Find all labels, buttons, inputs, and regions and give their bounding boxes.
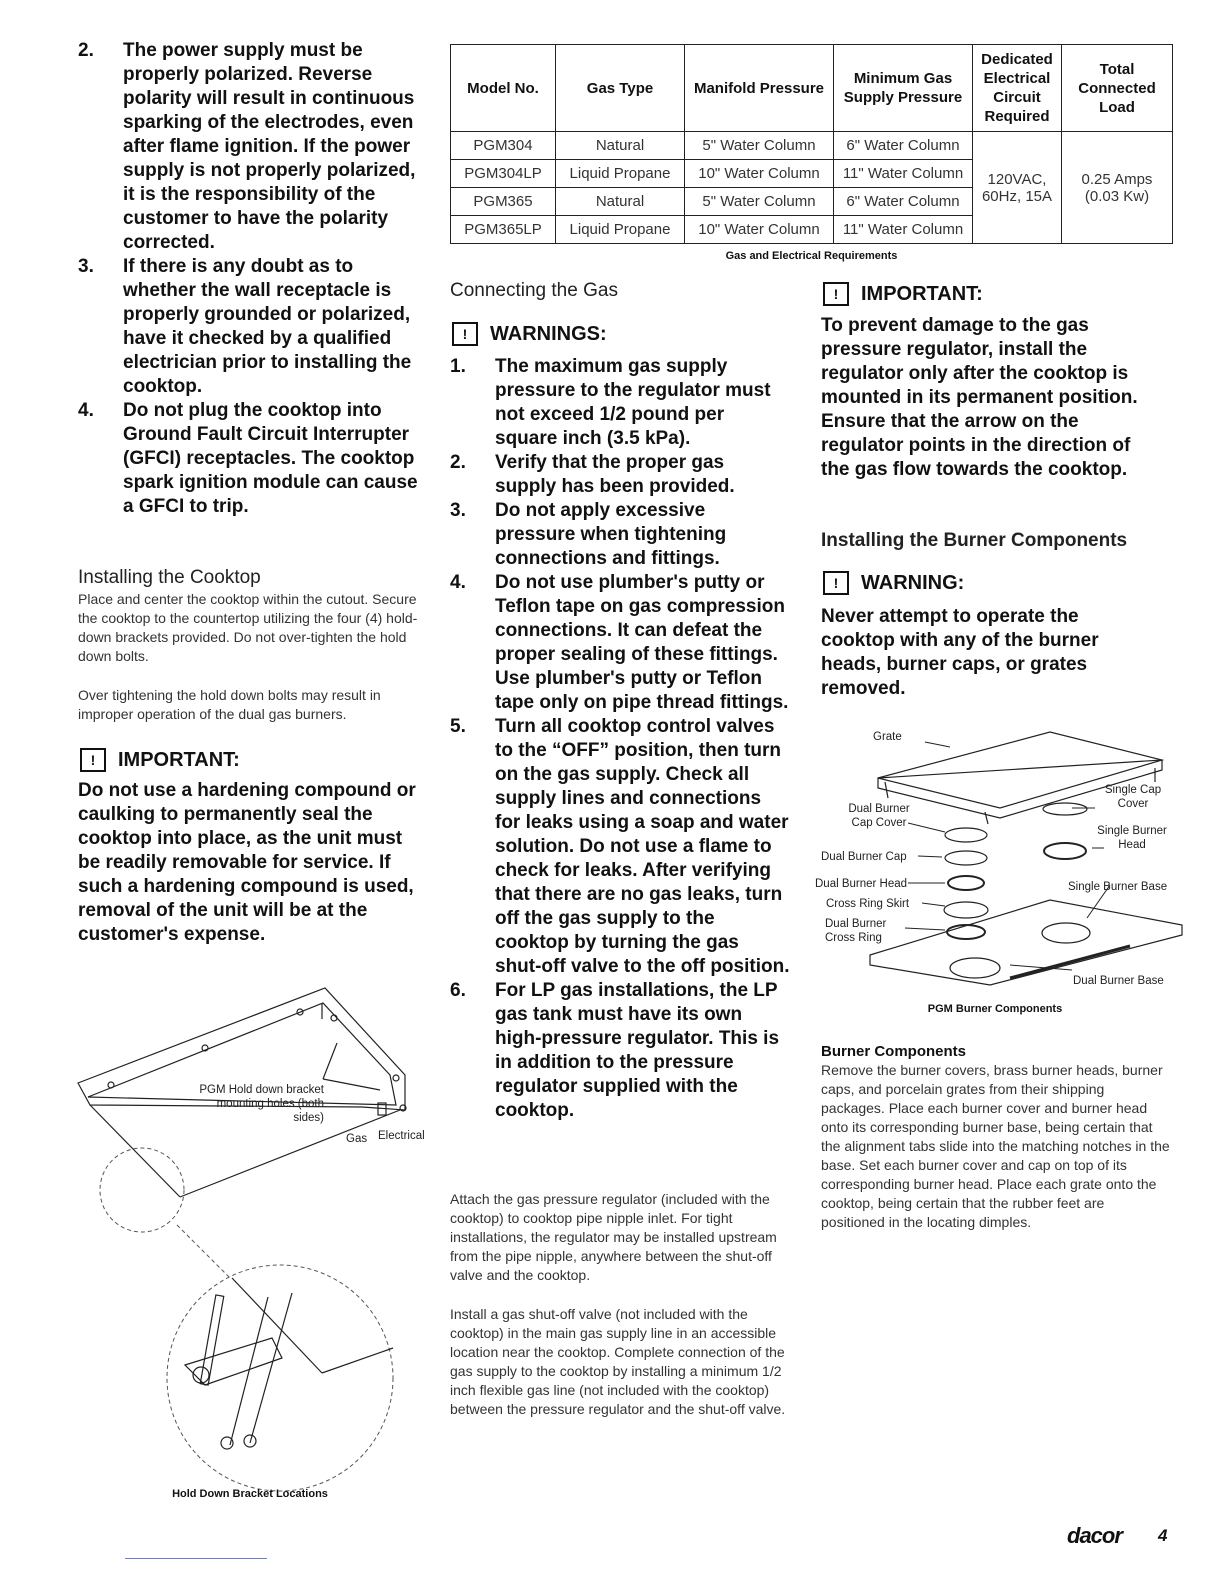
single-burner-base-label: Single Burner Base: [1068, 881, 1168, 893]
column-header: Dedicated Electrical Circuit Required: [973, 45, 1062, 132]
gas-electrical-table: [450, 44, 1173, 244]
important-text: To prevent damage to the gas pressure regulator, install the regulator only after the cooktop is mounted in its permanent position. Ensure that the arrow on the regulator points in the direction of the gas flow towards the cooktop.: [821, 315, 1138, 480]
table-caption: Gas and Electrical Requirements: [725, 250, 898, 262]
holes-label: PGM Hold down bracket mounting holes (both sides): [199, 1084, 324, 1124]
page-number: 4: [1158, 1526, 1168, 1545]
item-text: Do not plug the cooktop into Ground Fault Circuit Interrupter (GFCI) receptacles. The cooktop spark ignition module can cause a GFCI to trip.: [123, 400, 418, 517]
important-label: IMPORTANT:: [861, 282, 983, 305]
figure-caption: Hold Down Bracket Locations: [172, 1488, 328, 1500]
item-text: The power supply must be properly polarized. Reverse polarity will result in continuous sparking of the electrodes, even after flame ignition. If the power supply is not properly polarized, it is the responsibility of the customer to have the polarity corrected.: [123, 40, 416, 253]
item-number: 3.: [450, 500, 466, 521]
important-heading: [80, 748, 240, 772]
burner-components-figure: [810, 720, 1190, 1020]
item-text: Turn all cooktop control valves to the “OFF” position, then turn on the gas supply. Check all supply lines and connections for leaks using a soap and water solution. Do not use a flame to check for leaks. After verifying that there are no gas leaks, turn off the gas supply to the cooktop by turning the gas shut-off valve to the off position.: [495, 716, 790, 977]
table-cell: Liquid Propane: [556, 216, 685, 244]
important-heading: [823, 282, 983, 306]
single-burner-head-label: Single Burner Head: [1097, 825, 1167, 851]
item-text: Do not apply excessive pressure when tightening connections and fittings.: [495, 500, 727, 569]
list-item: [450, 499, 790, 571]
item-text: The maximum gas supply pressure to the regulator must not exceed 1/2 pound per square inch (3.5 kPa).: [495, 356, 771, 449]
warning-text: Never attempt to operate the cooktop with any of the burner heads, burner caps, or grates removed.: [821, 606, 1099, 699]
table-cell: 6" Water Column: [834, 132, 973, 160]
table-cell: 5" Water Column: [685, 188, 834, 216]
warnings-label: WARNINGS:: [490, 322, 607, 345]
electrical-list: [78, 39, 428, 519]
warning-icon: !: [452, 322, 478, 346]
table-cell: 10" Water Column: [685, 216, 834, 244]
single-cap-cover-label: Single Cap Cover: [1104, 784, 1162, 810]
column-header: Model No.: [451, 45, 556, 132]
table-cell: 11" Water Column: [834, 216, 973, 244]
table-cell: 10" Water Column: [685, 160, 834, 188]
warning-icon: !: [823, 571, 849, 595]
cross-ring-skirt-label: Cross Ring Skirt: [826, 898, 910, 910]
hold-down-figure: [60, 975, 440, 1515]
overtighten-paragraph: Over tightening the hold down bolts may result in improper operation of the dual gas burners.: [78, 687, 381, 722]
regulator-paragraph: Attach the gas pressure regulator (included with the cooktop) to cooktop pipe nipple inlet. For tight installations, the regulator may be installed upstream from the pipe nipple, anywhere between the shut-off valve and the cooktop.: [450, 1191, 777, 1283]
table-cell: 6" Water Column: [834, 188, 973, 216]
connecting-gas-heading: Connecting the Gas: [450, 280, 618, 301]
list-item: [78, 39, 428, 255]
warnings-list: [450, 355, 790, 1123]
item-text: Verify that the proper gas supply has been provided.: [495, 452, 735, 497]
dual-cross-ring-label: Dual Burner Cross Ring: [825, 918, 887, 944]
item-number: 2.: [450, 452, 466, 473]
load-cell: 0.25 Amps (0.03 Kw): [1062, 132, 1173, 244]
table-cell: PGM365: [451, 188, 556, 216]
item-number: 1.: [450, 356, 466, 377]
grate-label: Grate: [873, 731, 902, 743]
table-cell: Natural: [556, 132, 685, 160]
warning-heading: [823, 571, 964, 595]
list-item: [450, 451, 790, 499]
burner-heading: Installing the Burner Components: [821, 530, 1128, 551]
item-text: Do not use plumber's putty or Teflon tape on gas compression connections. It can defeat the proper sealing of these fittings. Use plumber's putty or Teflon tape only on pipe thread fittings.: [495, 572, 789, 713]
circuit-cell: 120VAC, 60Hz, 15A: [973, 132, 1062, 244]
table-header-row: [451, 45, 1173, 132]
item-text: If there is any doubt as to whether the wall receptacle is properly grounded or polarized, have it checked by a qualified electrician prior to installing the cooktop.: [123, 256, 412, 397]
column-header: Gas Type: [556, 45, 685, 132]
important-label: IMPORTANT:: [118, 748, 240, 771]
electrical-label: Electrical: [378, 1130, 425, 1142]
table-cell: Liquid Propane: [556, 160, 685, 188]
shutoff-paragraph: Install a gas shut-off valve (not included with the cooktop) in the main gas supply line in an accessible location near the cooktop. Complete connection of the gas supply to the cooktop by installing a minimum 1/2 inch flexible gas line (not included with the cooktop) between the pressure regulator and the shut-off valve.: [450, 1306, 786, 1417]
column-header: Manifold Pressure: [685, 45, 834, 132]
table-row: [451, 132, 1173, 160]
warning-icon: !: [80, 748, 106, 772]
column-header: Minimum Gas Supply Pressure: [834, 45, 973, 132]
column-header: Total Connected Load: [1062, 45, 1173, 132]
table-cell: Natural: [556, 188, 685, 216]
components-heading: Burner Components: [821, 1043, 967, 1060]
gas-label: Gas: [346, 1133, 368, 1145]
warnings-heading: [452, 322, 607, 346]
important-text: Do not use a hardening compound or caulking to permanently seal the cooktop into place, as the unit must be readily removable for service. If such a hardening compound is used, removal of the unit will be at the customer's expense.: [78, 780, 416, 945]
figure-caption: PGM Burner Components: [927, 1003, 1063, 1015]
table-cell: 5" Water Column: [685, 132, 834, 160]
footer-rule: [125, 1558, 267, 1559]
list-item: [450, 355, 790, 451]
dual-burner-base-label: Dual Burner Base: [1073, 975, 1164, 987]
item-number: 5.: [450, 716, 466, 737]
dual-cap-cover-label: Dual Burner Cap Cover: [848, 803, 910, 829]
item-number: 6.: [450, 980, 466, 1001]
table-cell: PGM304LP: [451, 160, 556, 188]
components-paragraph: Remove the burner covers, brass burner heads, burner caps, and porcelain grates from their shipping packages. Place each burner cover and burner head onto its corresponding burner base, being certain that the alignment tabs slide into the matching notches in the base. Set each burner cover and cap on top of its corresponding burner head. Place each grate onto the cooktop, being certain that the rubber feet are positioned in the locating dimples.: [821, 1062, 1170, 1230]
table-cell: PGM304: [451, 132, 556, 160]
cooktop-underside-drawing: [60, 975, 440, 1495]
list-item: [78, 255, 428, 399]
list-item: [450, 979, 790, 1123]
item-number: 2.: [78, 40, 94, 61]
dual-burner-cap-label: Dual Burner Cap: [821, 851, 907, 863]
list-item: [450, 715, 790, 979]
item-number: 4.: [78, 400, 94, 421]
dacor-logo: dacor: [1067, 1523, 1122, 1548]
list-item: [450, 571, 790, 715]
warning-label: WARNING:: [861, 571, 965, 594]
table-cell: 11" Water Column: [834, 160, 973, 188]
table-cell: PGM365LP: [451, 216, 556, 244]
item-number: 3.: [78, 256, 94, 277]
list-item: [78, 399, 428, 519]
item-text: For LP gas installations, the LP gas tank must have its own high-pressure regulator. This is in addition to the pressure regulator supplied with the cooktop.: [495, 980, 780, 1121]
installing-paragraph: Place and center the cooktop within the cutout. Secure the cooktop to the countertop utilizing the four (4) hold-down brackets provided. Do not over-tighten the hold down bolts.: [78, 591, 418, 664]
item-number: 4.: [450, 572, 466, 593]
warning-icon: !: [823, 282, 849, 306]
installing-heading: Installing the Cooktop: [78, 567, 261, 588]
dual-burner-head-label: Dual Burner Head: [815, 878, 908, 890]
